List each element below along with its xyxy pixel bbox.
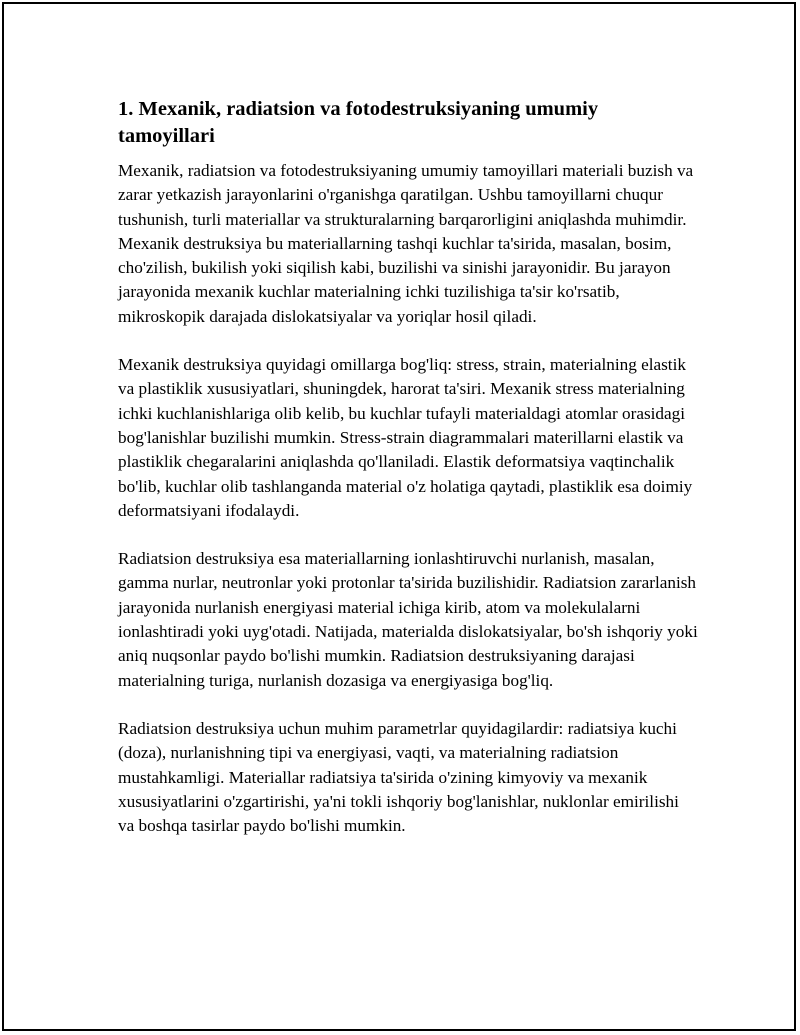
paragraph-4: Radiatsion destruksiya uchun muhim parametrlar quyidagilardir: radiatsiya kuchi (doza), nurlanishning tipi va energiyasi, vaqti, va materialning radiatsion mustahkamligi. Materiallar radiatsiya ta'sirida o'zining kimyoviy va mexanik xususiyatlarini o'zgartirishi, ya'ni tokli ishqoriy bog'lanishlar, nuklonlar emirilishi va boshqa tasirlar paydo bo'lishi mumkin. [118,718,679,836]
paragraph-2: Mexanik destruksiya quyidagi omillarga bog'liq: stress, strain, materialning elastik va plastiklik xususiyatlari, shuningdek, harorat ta'siri. Mexanik stress materialning ichki kuchlanishlariga olib kelib, bu kuchlar tufayli materialdagi atomlar orasidagi bog'lanishlar buzilishi mumkin. Stress-strain diagrammalari materillarni elastik va plastiklik chegaralarini aniqlashda qo'llaniladi. Elastik deformatsiya vaqtinchalik bo'lib, kuchlar olib tashlanganda material o'z holatiga qaytadi, plastiklik esa doimiy deformatsiyani ifodalaydi. [118,355,693,520]
document-body [118,96,698,862]
section-heading: 1. Mexanik, radiatsion va fotodestruksiyaning umumiy tamoyillari [118,98,599,147]
paragraph-3: Radiatsion destruksiya esa materiallarning ionlashtiruvchi nurlanish, masalan, gamma nurlar, neutronlar yoki protonlar ta'sirida buzilishidir. Radiatsion zararlanish jarayonida nurlanish energiyasi material ichiga kirib, atom va molekulalarni ionlashtiradi yoki uyg'otadi. Natijada, materialda dislokatsiyalar, bo'sh ishqoriy yoki aniq nuqsonlar paydo bo'lishi mumkin. Radiatsion destruksiyaning darajasi materialning turiga, nurlanish dozasiga va energiyasiga bog'liq. [118,549,698,690]
paragraph-1: Mexanik, radiatsion va fotodestruksiyaning umumiy tamoyillari materiali buzish va zarar yetkazish jarayonlarini o'rganishga qaratilgan. Ushbu tamoyillarni chuqur tushunish, turli materiallar va strukturalarning barqarorligini aniqlashda muhimdir. Mexanik destruksiya bu materiallarning tashqi kuchlar ta'sirida, masalan, bosim, cho'zilish, bukilish yoki siqilish kabi, buzilishi va sinishi jarayonidir. Bu jarayon jarayonida mexanik kuchlar materialning ichki tuzilishiga ta'sir ko'rsatib, mikroskopik darajada dislokatsiyalar va yoriqlar hosil qiladi. [118,161,694,326]
